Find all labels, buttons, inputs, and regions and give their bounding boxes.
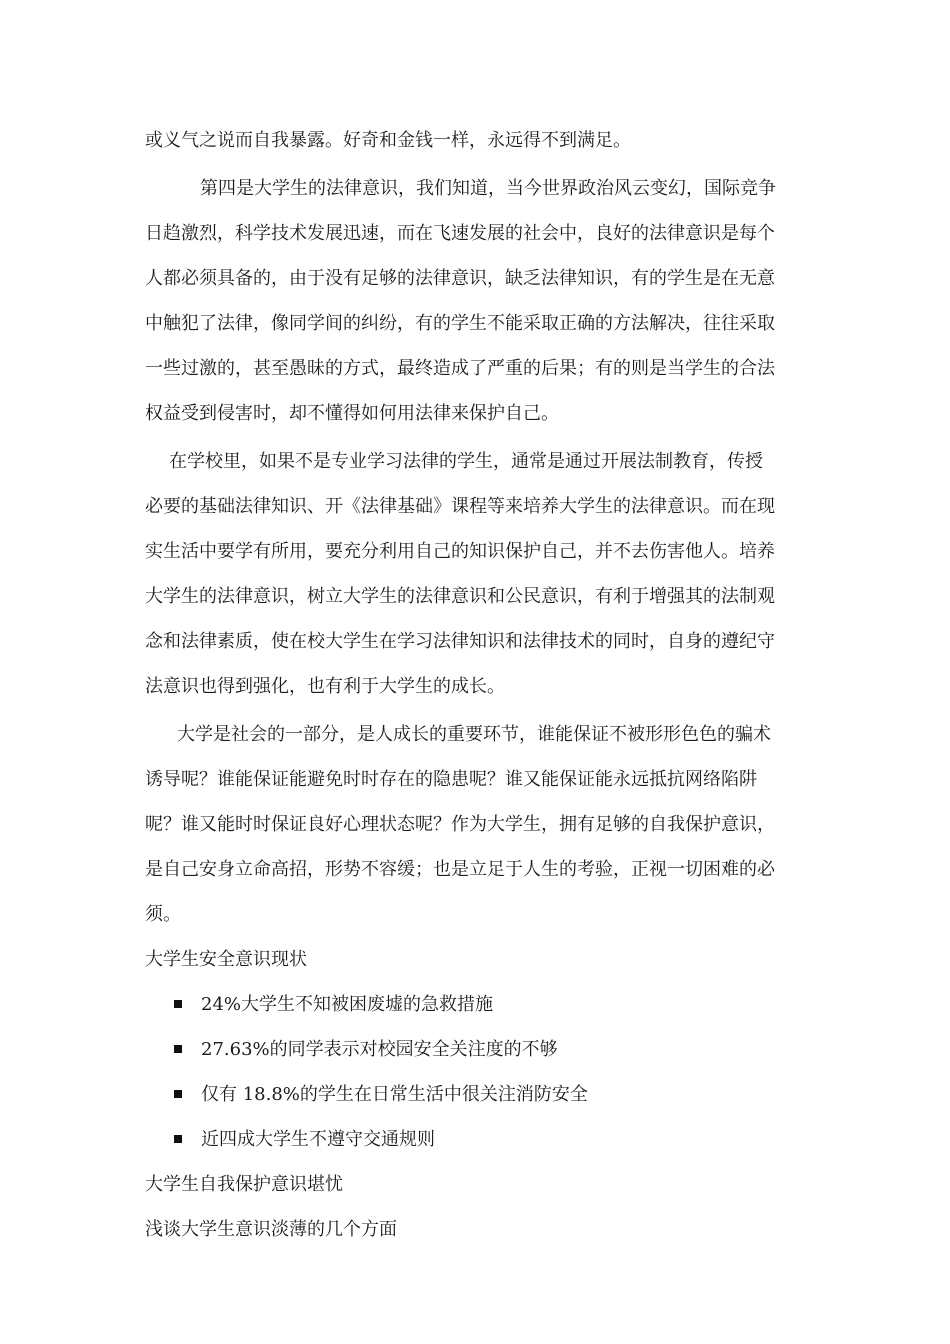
list-item-text: 近四成大学生不遵守交通规则 [201, 1129, 435, 1150]
text-line: 人都必须具备的，由于没有足够的法律意识，缺乏法律知识，有的学生是在无意 [145, 268, 775, 289]
text-line: 大学是社会的一部分，是人成长的重要环节，谁能保证不被形形色色的骗术 [177, 724, 771, 745]
list-item [145, 982, 810, 1027]
safety-status-list [145, 982, 810, 1162]
text-line: 须。 [145, 904, 181, 925]
text-line: 日趋激烈，科学技术发展迅速，而在飞速发展的社会中，良好的法律意识是每个 [145, 223, 775, 244]
text-line: 是自己安身立命高招，形势不容缓；也是立足于人生的考验，正视一切困难的必 [145, 859, 775, 880]
square-bullet-icon [174, 1045, 182, 1053]
list-item-text: 24%大学生不知被困废墟的急救措施 [201, 994, 494, 1015]
paragraph-legal-education [145, 439, 810, 709]
text-line: 大学生的法律意识，树立大学生的法律意识和公民意识，有利于增强其的法制观 [145, 586, 775, 607]
text-line: 在学校里，如果不是专业学习法律的学生，通常是通过开展法制教育，传授 [169, 451, 763, 472]
text-line: 实生活中要学有所用，要充分利用自己的知识保护自己，并不去伤害他人。培养 [145, 541, 775, 562]
list-item-text: 27.63%的同学表示对校园安全关注度的不够 [201, 1039, 558, 1060]
document-body [145, 118, 810, 1252]
heading-safety-status: 大学生安全意识现状 [145, 949, 307, 970]
square-bullet-icon [174, 1000, 182, 1008]
heading-self-protection: 大学生自我保护意识堪忧 [145, 1174, 343, 1195]
list-item-text: 仅有 18.8%的学生在日常生活中很关注消防安全 [201, 1084, 588, 1105]
text-line: 念和法律素质，使在校大学生在学习法律知识和法律技术的同时，自身的遵纪守 [145, 631, 775, 652]
paragraph-curiosity-end [145, 118, 810, 163]
text-line: 呢？谁又能时时保证良好心理状态呢？作为大学生，拥有足够的自我保护意识， [145, 814, 775, 835]
text-line: 第四是大学生的法律意识，我们知道，当今世界政治风云变幻，国际竞争 [200, 178, 776, 199]
text-line: 或义气之说而自我暴露。好奇和金钱一样，永远得不到满足。 [145, 130, 631, 151]
list-item [145, 1072, 810, 1117]
text-line: 中触犯了法律，像同学间的纠纷，有的学生不能采取正确的方法解决，往往采取 [145, 313, 775, 334]
text-line: 权益受到侵害时，却不懂得如何用法律来保护自己。 [145, 403, 559, 424]
square-bullet-icon [174, 1135, 182, 1143]
text-line: 诱导呢？谁能保证能避免时时存在的隐患呢？谁又能保证能永远抵抗网络陷阱 [145, 769, 757, 790]
list-item [145, 1117, 810, 1162]
list-item [145, 1027, 810, 1072]
text-line: 法意识也得到强化，也有利于大学生的成长。 [145, 676, 505, 697]
paragraph-legal-awareness [145, 166, 810, 436]
text-line: 必要的基础法律知识、开《法律基础》课程等来培养大学生的法律意识。而在现 [145, 496, 775, 517]
square-bullet-icon [174, 1090, 182, 1098]
paragraph-university-society [145, 712, 810, 937]
heading-awareness-aspects: 浅谈大学生意识淡薄的几个方面 [145, 1219, 397, 1240]
text-line: 一些过激的，甚至愚昧的方式，最终造成了严重的后果；有的则是当学生的合法 [145, 358, 775, 379]
